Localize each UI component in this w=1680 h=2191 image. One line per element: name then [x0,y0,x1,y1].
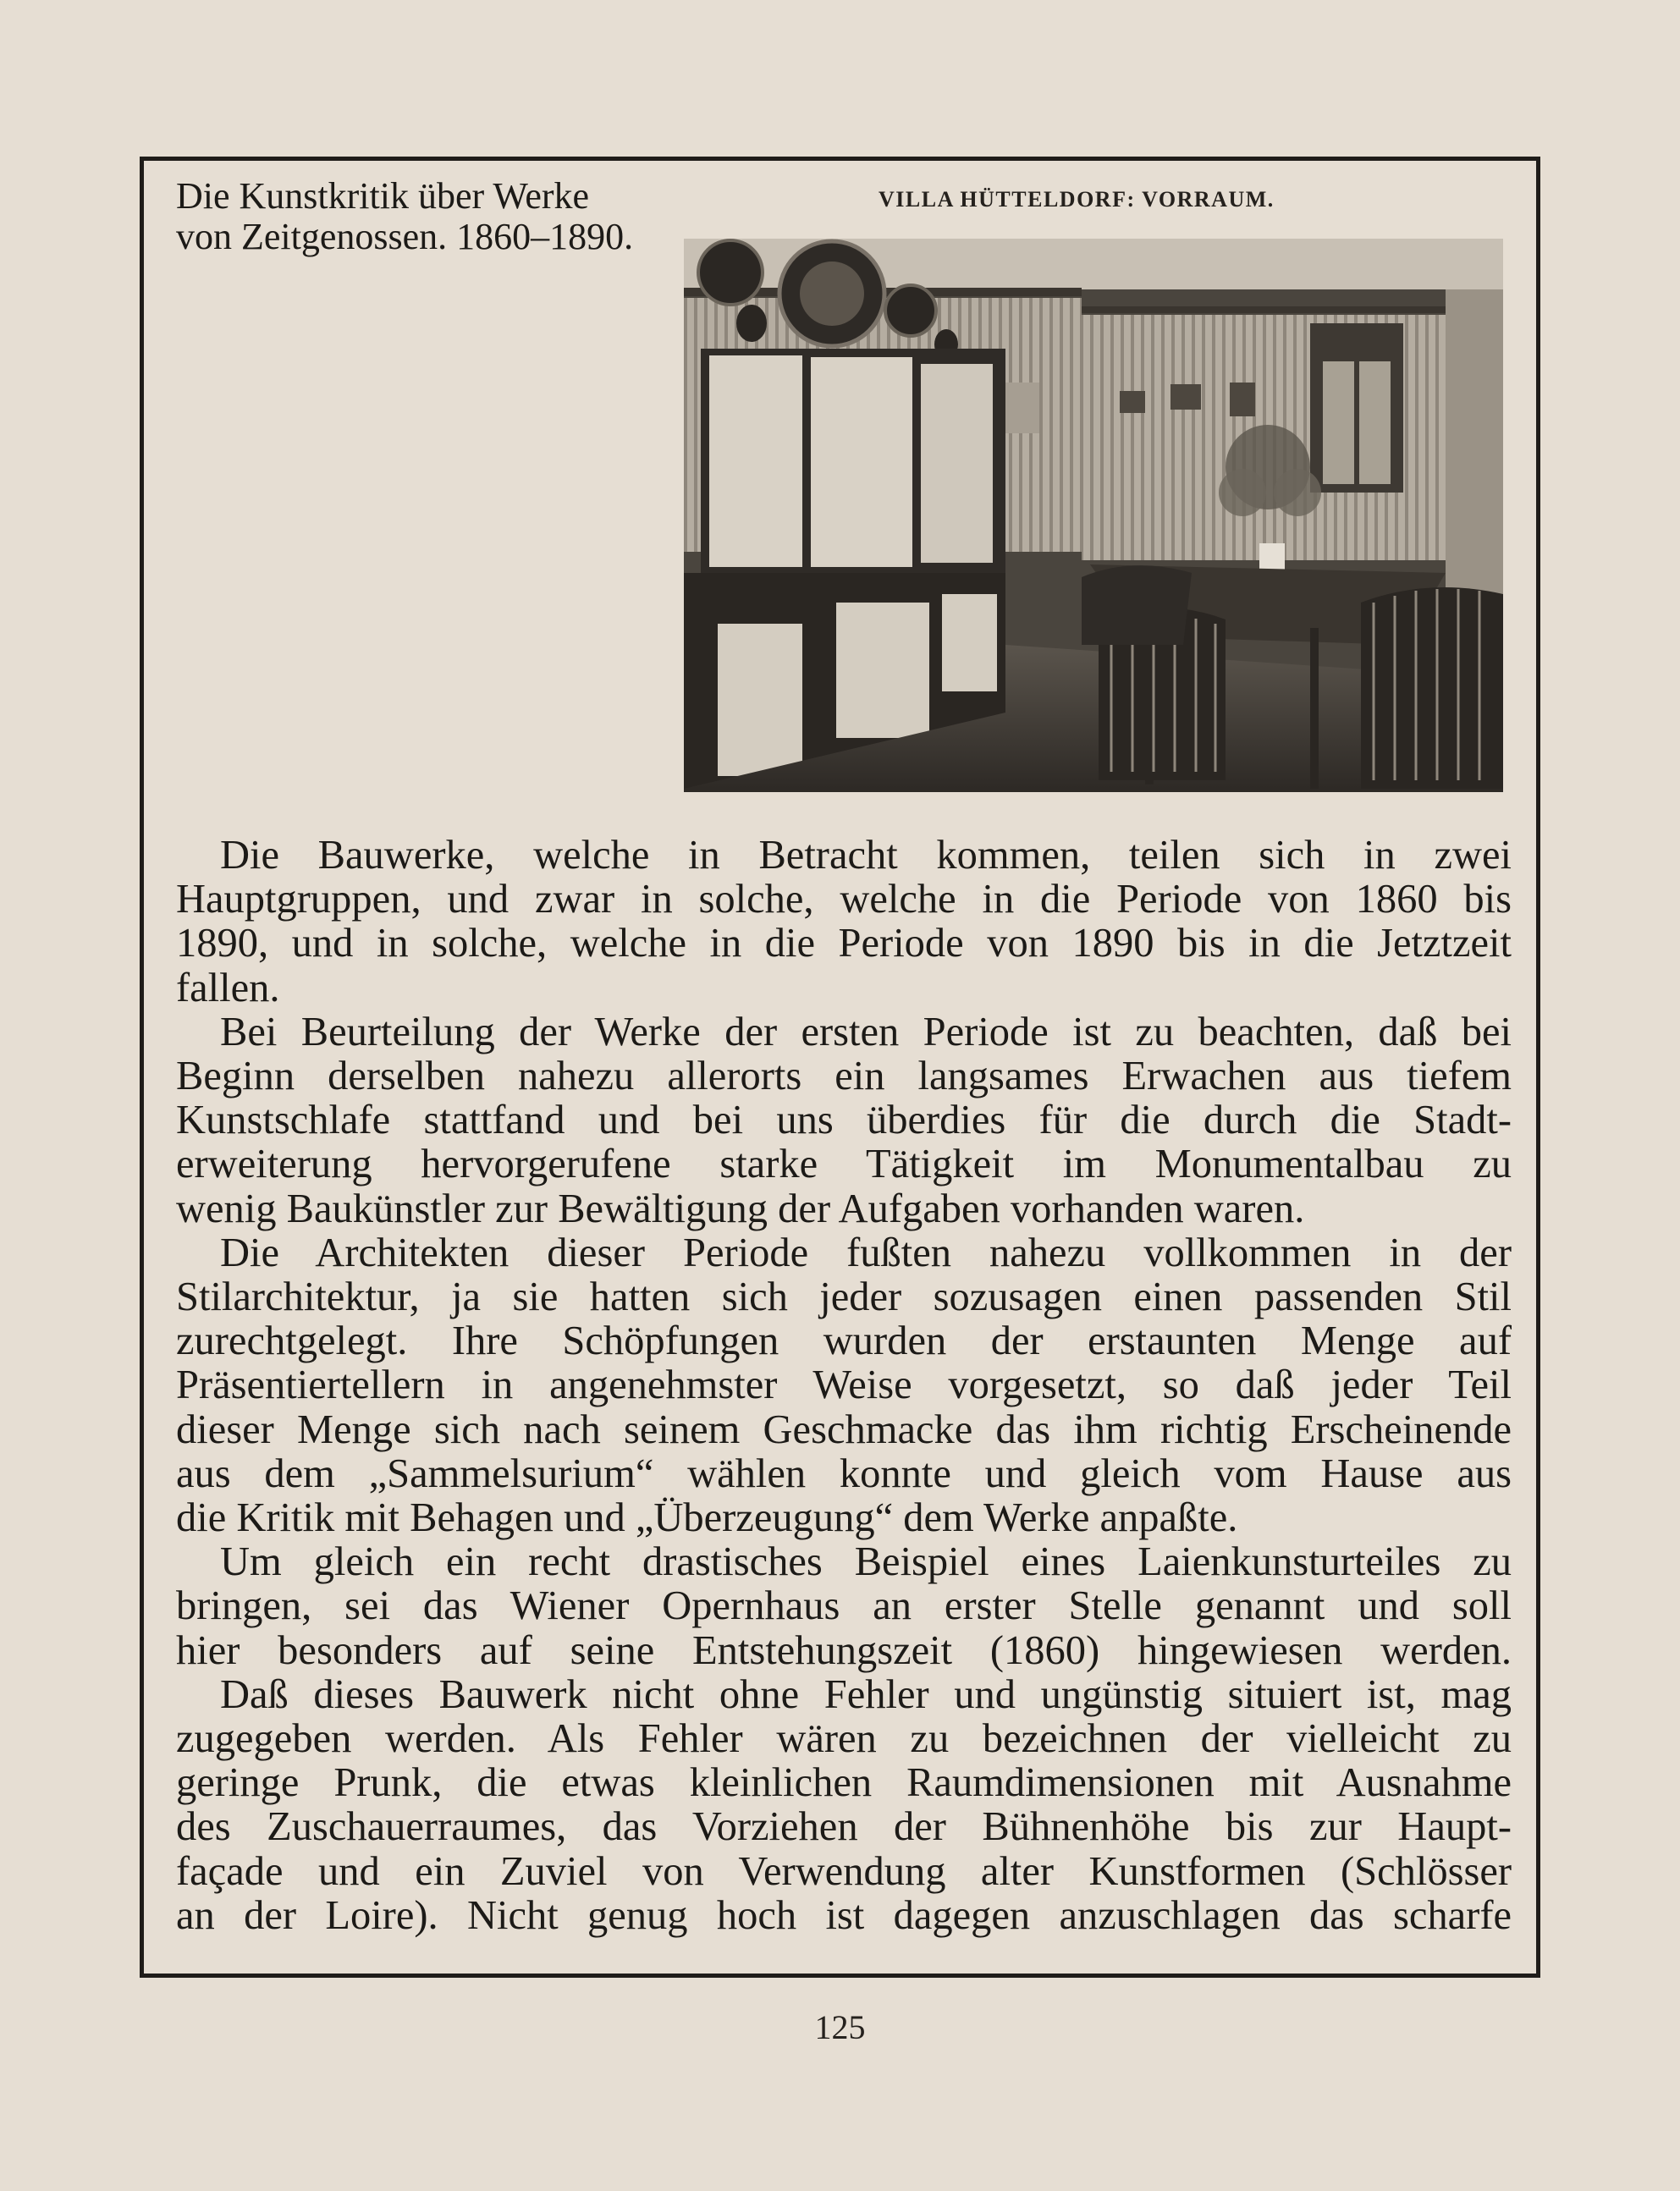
body-line: aus dem „Sammelsurium“ wählen konnte und gleich vom Hause aus [176,1451,1512,1496]
body-line: Die Bauwerke, welche in Betracht kommen, teilen sich in zwei [220,834,1512,878]
page-number: 125 [814,2008,866,2046]
body-line: Beginn derselben nahezu allerorts ein langsames Erwachen aus tiefem [176,1054,1512,1099]
body-line: Die Architekten dieser Periode fußten nahezu vollkommen in der [220,1230,1512,1275]
body-line: des Zuschauerraumes, das Vorziehen der Bühnenhöhe bis zur Haupt- [176,1805,1512,1850]
body-line: wenig Baukünstler zur Bewältigung der Aufgaben vorhanden waren. [176,1186,1305,1231]
body-line: die Kritik mit Behagen und „Überzeugung“ dem Werke anpaßte. [176,1496,1238,1541]
body-line: zurechtgelegt. Ihre Schöpfungen wurden der erstaunten Menge auf [176,1319,1512,1364]
running-head-line-1: Die Kunstkritik über Werke [176,175,590,217]
body-line: zugegeben werden. Als Fehler wären zu bezeichnen der vielleicht zu [176,1717,1512,1762]
body-line: an der Loire). Nicht genug hoch ist dagegen anzuschlagen das scharfe [176,1893,1512,1938]
body-line: Daß dieses Bauwerk nicht ohne Fehler und ungünstig situiert ist, mag [220,1672,1512,1717]
interior-photograph [684,239,1503,792]
body-line: dieser Menge sich nach seinem Geschmacke das ihm richtig Erscheinende [176,1407,1512,1452]
body-line: 1890, und in solche, welche in die Periode von 1890 bis in die Jetztzeit [176,922,1512,966]
figure-caption: VILLA HÜTTELDORF: VORRAUM. [879,187,1275,212]
running-head [176,176,701,257]
body-line: Kunstschlafe stattfand und bei uns überdies für die durch die Stadt- [176,1098,1512,1143]
body-line: erweiterung hervorgerufene starke Tätigkeit im Monumentalbau zu [176,1142,1512,1187]
body-text [176,834,1512,1938]
running-head-line-2: von Zeitgenossen. 1860–1890. [176,216,634,257]
body-line: Um gleich ein recht drastisches Beispiel eines Laienkunsturteiles zu [220,1540,1512,1585]
body-line: bringen, sei das Wiener Opernhaus an erster Stelle genannt und soll [176,1584,1512,1629]
body-line: façade und ein Zuviel von Verwendung alter Kunstformen (Schlösser [176,1849,1512,1894]
body-line: Präsentiertellern in angenehmster Weise vorgesetzt, so daß jeder Teil [176,1363,1512,1408]
body-line: Stilarchitektur, ja sie hatten sich jeder sozusagen einen passenden Stil [176,1275,1512,1320]
body-line: hier besonders auf seine Entstehungszeit (1860) hingewiesen werden. [176,1628,1512,1673]
body-line: Bei Beurteilung der Werke der ersten Periode ist zu beachten, daß bei [220,1010,1512,1054]
photo-illustration [684,239,1503,792]
body-line: Hauptgruppen, und zwar in solche, welche in die Periode von 1860 bis [176,878,1512,922]
body-line: fallen. [176,966,280,1010]
body-line: geringe Prunk, die etwas kleinlichen Raumdimensionen mit Ausnahme [176,1761,1512,1806]
